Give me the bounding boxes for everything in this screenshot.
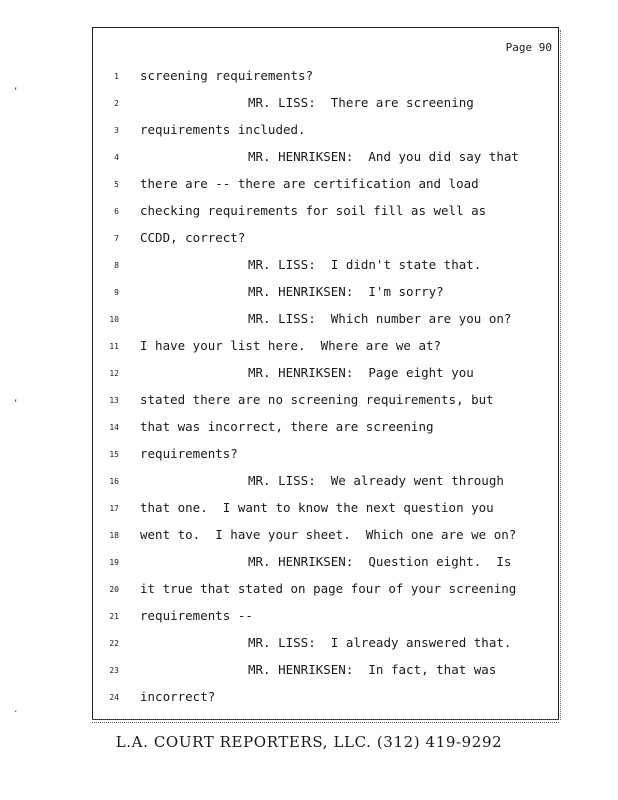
line-text: MR. LISS: I already answered that. bbox=[248, 635, 512, 650]
transcript-line bbox=[93, 527, 560, 554]
transcript-line bbox=[93, 581, 560, 608]
transcript-line bbox=[93, 689, 560, 716]
line-number: 13 bbox=[109, 396, 119, 405]
margin-mark: , bbox=[13, 82, 19, 92]
line-text: MR. LISS: Which number are you on? bbox=[248, 311, 512, 326]
line-number: 3 bbox=[114, 126, 119, 135]
line-text: I have your list here. Where are we at? bbox=[140, 338, 442, 353]
line-number: 12 bbox=[109, 369, 119, 378]
transcript-line bbox=[93, 149, 560, 176]
line-number: 7 bbox=[114, 234, 119, 243]
margin-mark: . bbox=[13, 705, 19, 715]
line-number: 23 bbox=[109, 666, 119, 675]
line-text: that was incorrect, there are screening bbox=[140, 419, 434, 434]
line-number: 9 bbox=[114, 288, 119, 297]
transcript-line bbox=[93, 257, 560, 284]
line-number: 18 bbox=[109, 531, 119, 540]
line-text: MR. LISS: There are screening bbox=[248, 95, 474, 110]
line-text: checking requirements for soil fill as well as bbox=[140, 203, 487, 218]
transcript-line bbox=[93, 392, 560, 419]
transcript-line bbox=[93, 500, 560, 527]
transcript-line bbox=[93, 284, 560, 311]
line-number: 22 bbox=[109, 639, 119, 648]
line-number: 2 bbox=[114, 99, 119, 108]
line-text: MR. HENRIKSEN: In fact, that was bbox=[248, 662, 497, 677]
line-number: 24 bbox=[109, 693, 119, 702]
line-text: that one. I want to know the next question you bbox=[140, 500, 494, 515]
transcript-line bbox=[93, 554, 560, 581]
line-number: 5 bbox=[114, 180, 119, 189]
margin-mark: , bbox=[13, 394, 19, 404]
transcript-line bbox=[93, 122, 560, 149]
line-number: 1 bbox=[114, 72, 119, 81]
line-text: stated there are no screening requirements, but bbox=[140, 392, 494, 407]
transcript-line bbox=[93, 419, 560, 446]
line-text: MR. HENRIKSEN: And you did say that bbox=[248, 149, 519, 164]
line-number: 10 bbox=[109, 315, 119, 324]
line-text: requirements -- bbox=[140, 608, 253, 623]
transcript-line bbox=[93, 662, 560, 689]
line-text: MR. LISS: I didn't state that. bbox=[248, 257, 482, 272]
transcript-line bbox=[93, 68, 560, 95]
transcript-line bbox=[93, 635, 560, 662]
reporter-footer: L.A. COURT REPORTERS, LLC. (312) 419-9292 bbox=[115, 733, 503, 751]
line-text: it true that stated on page four of your screening bbox=[140, 581, 517, 596]
transcript-line bbox=[93, 338, 560, 365]
transcript-line bbox=[93, 608, 560, 635]
line-number: 16 bbox=[109, 477, 119, 486]
bottom-margin-rule bbox=[92, 719, 559, 723]
line-text: MR. LISS: We already went through bbox=[248, 473, 504, 488]
line-text: MR. HENRIKSEN: Page eight you bbox=[248, 365, 474, 380]
transcript-line bbox=[93, 95, 560, 122]
line-number: 19 bbox=[109, 558, 119, 567]
line-text: screening requirements? bbox=[140, 68, 314, 83]
line-text: MR. HENRIKSEN: Question eight. Is bbox=[248, 554, 512, 569]
line-text: requirements included. bbox=[140, 122, 306, 137]
line-text: MR. HENRIKSEN: I'm sorry? bbox=[248, 284, 444, 299]
line-text: incorrect? bbox=[140, 689, 216, 704]
transcript-line bbox=[93, 311, 560, 338]
line-number: 6 bbox=[114, 207, 119, 216]
line-number: 11 bbox=[109, 342, 119, 351]
right-margin-rule bbox=[560, 30, 561, 720]
transcript-page bbox=[92, 27, 559, 720]
line-text: CCDD, correct? bbox=[140, 230, 246, 245]
transcript-line bbox=[93, 446, 560, 473]
line-number: 20 bbox=[109, 585, 119, 594]
transcript-line bbox=[93, 230, 560, 257]
line-number: 14 bbox=[109, 423, 119, 432]
line-number: 15 bbox=[109, 450, 119, 459]
line-number: 21 bbox=[109, 612, 119, 621]
transcript-line bbox=[93, 473, 560, 500]
page-number: Page 90 bbox=[505, 41, 552, 54]
line-text: went to. I have your sheet. Which one are we on? bbox=[140, 527, 517, 542]
line-number: 4 bbox=[114, 153, 119, 162]
transcript-line bbox=[93, 365, 560, 392]
line-text: there are -- there are certification and load bbox=[140, 176, 479, 191]
line-number: 8 bbox=[114, 261, 119, 270]
transcript-line bbox=[93, 203, 560, 230]
line-number: 17 bbox=[109, 504, 119, 513]
line-text: requirements? bbox=[140, 446, 238, 461]
transcript-line bbox=[93, 176, 560, 203]
